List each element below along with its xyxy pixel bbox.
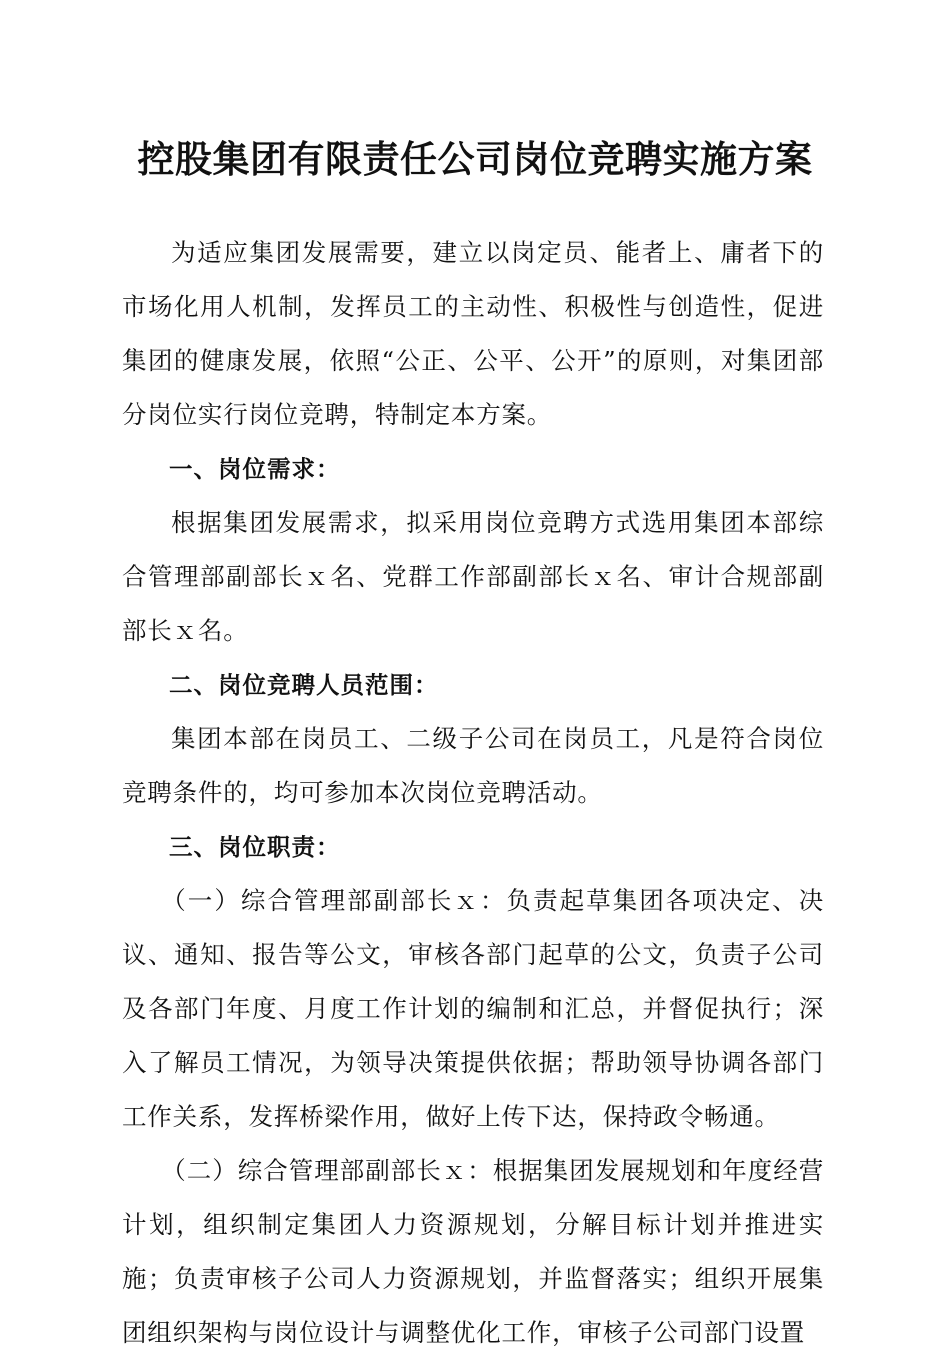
intro-paragraph: 为适应集团发展需要，建立以岗定员、能者上、庸者下的市场化用人机制，发挥员工的主动性、积极性与创造性，促进集团的健康发展，依照“公正、公平、公开”的原则，对集团部分岗位实行岗位竞聘，特制定本方案。 xyxy=(122,238,824,429)
document-body xyxy=(122,226,824,1360)
section-heading-candidate-scope: 二、岗位竞聘人员范围： xyxy=(169,671,439,699)
responsibility-item: （二）综合管理部副部长ｘ：根据集团发展规划和年度经营计划，组织制定集团人力资源规划，分解目标计划并推进实施；负责审核子公司人力资源规划，并监督落实；组织开展集团组织架构与岗位设计与调整优化工作，审核子公司部门设置 xyxy=(122,1156,824,1347)
section-paragraph-candidate-scope: 集团本部在岗员工、二级子公司在岗员工，凡是符合岗位竞聘条件的，均可参加本次岗位竞聘活动。 xyxy=(122,724,824,807)
section-paragraph-job-demand: 根据集团发展需求，拟采用岗位竞聘方式选用集团本部综合管理部副部长ｘ名、党群工作部副部长ｘ名、审计合规部副部长ｘ名。 xyxy=(122,508,824,645)
section-heading-responsibilities: 三、岗位职责： xyxy=(169,833,341,861)
responsibility-item: （一）综合管理部副部长ｘ：负责起草集团各项决定、决议、通知、报告等公文，审核各部门起草的公文，负责子公司及各部门年度、月度工作计划的编制和汇总，并督促执行；深入了解员工情况，为领导决策提供依据；帮助领导协调各部门工作关系，发挥桥梁作用，做好上传下达，保持政令畅通。 xyxy=(122,886,824,1131)
section-heading-job-demand: 一、岗位需求： xyxy=(169,455,341,483)
document-title: 控股集团有限责任公司岗位竞聘实施方案 xyxy=(137,137,813,181)
